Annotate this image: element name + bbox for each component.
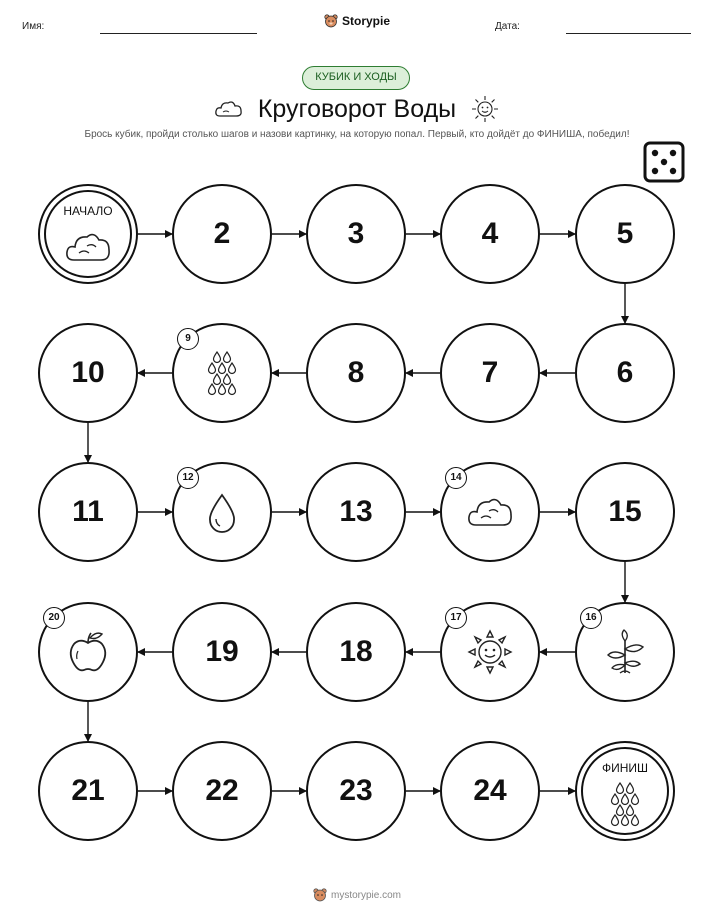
- cloud-icon: [465, 487, 515, 537]
- board-square-9: [172, 323, 272, 423]
- start-label: НАЧАЛО: [63, 204, 113, 218]
- board-square-2: [172, 184, 272, 284]
- square-number: 13: [339, 495, 373, 528]
- board-square-20: [38, 602, 138, 702]
- square-number-badge: 9: [177, 328, 199, 350]
- square-number: 15: [608, 495, 642, 528]
- square-number-badge: 20: [43, 607, 65, 629]
- board-square-12: [172, 462, 272, 562]
- square-number: 21: [71, 774, 105, 807]
- board-square-7: [440, 323, 540, 423]
- square-number: 2: [213, 217, 231, 250]
- board-square-4: [440, 184, 540, 284]
- square-number: 23: [339, 774, 373, 807]
- board-square-10: [38, 323, 138, 423]
- square-number: 6: [616, 356, 634, 389]
- square-number: 19: [205, 635, 239, 668]
- brand-name: Storypie: [341, 14, 390, 28]
- board-square-6: [575, 323, 675, 423]
- board-square-23: [306, 741, 406, 841]
- square-number: 24: [473, 774, 507, 807]
- square-number: 10: [71, 356, 105, 389]
- finish-square: [575, 741, 675, 841]
- board-square-24: [440, 741, 540, 841]
- square-number-badge: 14: [445, 467, 467, 489]
- rain-drops-icon: [600, 779, 650, 829]
- start-square: [38, 184, 138, 284]
- water-drop-icon: [197, 487, 247, 537]
- instructions: Брось кубик, пройди столько шагов и назови картинку, на которую попал. Первый, кто дойдёт до ФИНИША, победил!: [84, 129, 630, 140]
- square-number: 8: [347, 356, 365, 389]
- cloud-icon: [63, 222, 113, 272]
- plant-icon: [600, 627, 650, 677]
- footer-url: mystorypie.com: [330, 889, 401, 901]
- rain-drops-icon: [197, 348, 247, 398]
- board-square-5: [575, 184, 675, 284]
- square-number: 3: [347, 217, 365, 250]
- game-type-badge: КУБИК И ХОДЫ: [302, 66, 410, 90]
- square-number-badge: 16: [580, 607, 602, 629]
- name-label: Имя:: [22, 21, 45, 32]
- board-square-16: [575, 602, 675, 702]
- board-square-17: [440, 602, 540, 702]
- footer: [0, 888, 714, 907]
- storypie-bear-icon: [313, 888, 327, 902]
- board-square-11: [38, 462, 138, 562]
- square-number-badge: 12: [177, 467, 199, 489]
- board-square-19: [172, 602, 272, 702]
- page-title: Круговорот Воды: [257, 94, 457, 123]
- board-square-21: [38, 741, 138, 841]
- finish-label: ФИНИШ: [601, 761, 649, 775]
- board-square-8: [306, 323, 406, 423]
- board-square-18: [306, 602, 406, 702]
- board-square-3: [306, 184, 406, 284]
- square-number: 4: [481, 217, 499, 250]
- board-square-14: [440, 462, 540, 562]
- board-square-22: [172, 741, 272, 841]
- apple-icon: [63, 627, 113, 677]
- board-square-13: [306, 462, 406, 562]
- board-square-15: [575, 462, 675, 562]
- square-number: 7: [481, 356, 499, 389]
- square-number: 18: [339, 635, 373, 668]
- square-number: 5: [616, 217, 634, 250]
- sun-icon: [465, 627, 515, 677]
- square-number: 11: [72, 495, 104, 528]
- square-number: 22: [205, 774, 239, 807]
- square-number-badge: 17: [445, 607, 467, 629]
- date-label: Дата:: [495, 21, 520, 32]
